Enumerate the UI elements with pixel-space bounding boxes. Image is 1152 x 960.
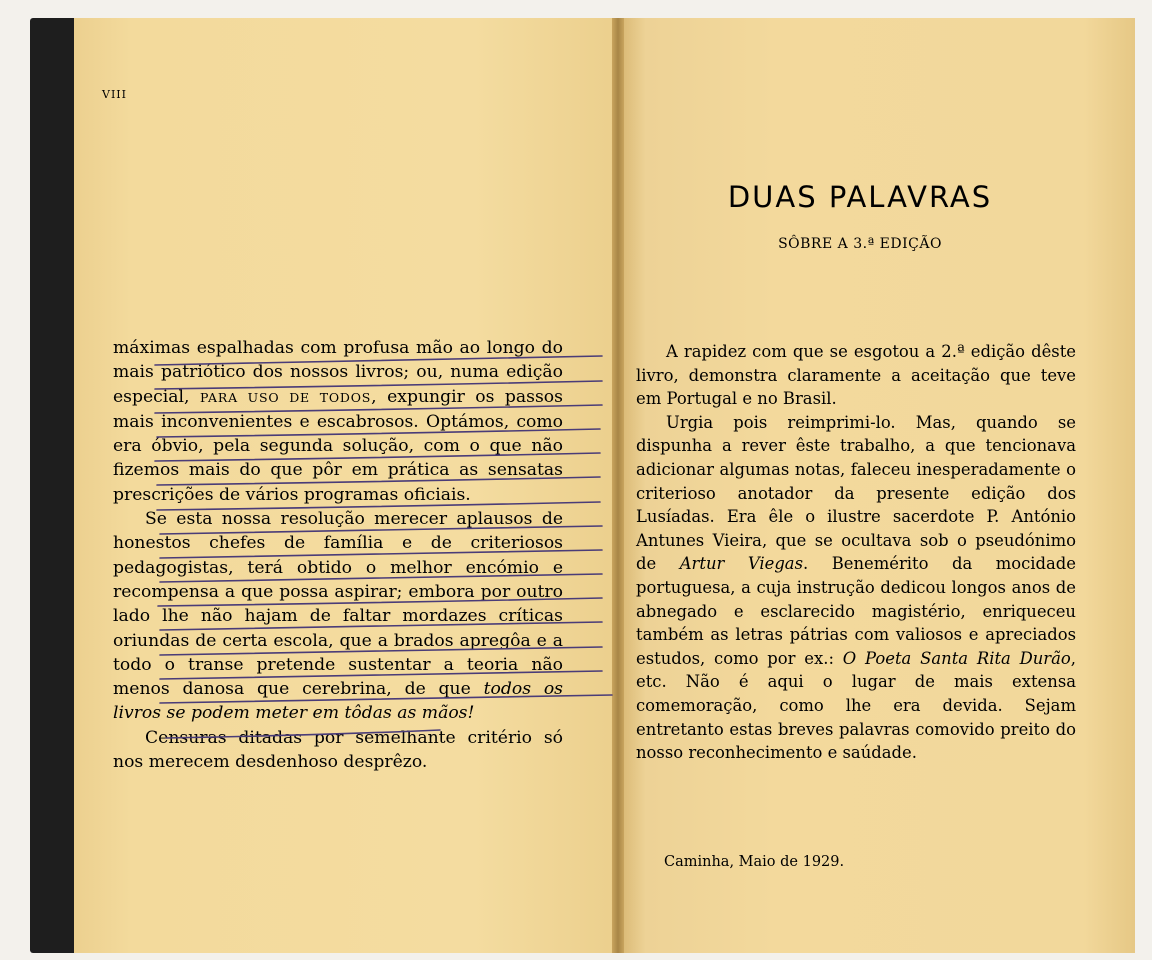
right-paragraph-1: A rapidez com que se esgotou a 2.ª edição dêste livro, demonstra claramente a aceitação que teve em Portugal e no Brasil.: [636, 342, 1076, 409]
place-date-signoff: Caminha, Maio de 1929.: [664, 854, 845, 870]
right-paragraph-2-text-b: . Benemérito da mocidade portuguesa, a cuja instrução dedicou longos anos de abnegado e esclarecido magistério, enriqueceu também as letras pátrias com valiosos e apreciados estudos, como por ex.:: [636, 554, 1077, 668]
left-paragraph-1: [113, 336, 563, 507]
right-paragraph-2-text-a: Urgia pois reimprimi-lo. Mas, quando se dispunha a rever êste trabalho, a que tencionava adicionar algumas notas, faleceu inesperadamente o criterioso anotador da presente edição dos Lusíadas. Era êle o ilustre sacerdote P. António Antunes Vieira, que se ocultava sob o pseudónimo de: [636, 412, 1076, 574]
chapter-title: DUAS PALAVRAS: [727, 180, 993, 214]
right-paragraph-2: [636, 411, 1076, 765]
pseudonym-italic: Artur Viegas: [679, 554, 803, 574]
book-gutter: [612, 18, 624, 953]
page-number: VIII: [102, 88, 127, 101]
chapter-subtitle: SÔBRE A 3.ª EDIÇÃO: [778, 236, 942, 252]
right-paragraph-2-text-c: , etc. Não é aqui o lugar de mais extensa comemoração, como lhe era devida. Sejam entretanto estas breves palavras comovido preito do nosso reconhecimento e saúdade.: [636, 648, 1076, 763]
left-paragraph-2-text-a: Se esta nossa resolução merecer aplausos de honestos chefes de família e de criteriosos pedagogistas, terá obtido o melhor encómio e recompensa a que possa aspirar; embora por outro lado lhe não hajam de faltar mordazes críticas oriundas de certa escola, que a brados apregôa e a todo o transe pretende sustentar a teoria não menos danosa que cerebrina, de que: [113, 509, 563, 700]
left-page-text: [113, 336, 563, 774]
left-paragraph-1-text-b: , expungir os passos mais inconvenientes e escabrosos. Optámos, como era óbvio, pela segunda solução, com o que não fizemos mais do que pôr em prática as sensatas prescrições de vários programas oficiais.: [113, 386, 563, 505]
left-paragraph-2: [113, 507, 563, 726]
left-paragraph-1-text-a: máximas espalhadas com profusa mão ao longo do mais patriótico dos nossos livros; ou, numa edição especial,: [113, 338, 563, 407]
left-paragraph-2-italic: todos os livros se podem meter em tôdas as mãos!: [113, 679, 564, 724]
right-page-text: [636, 340, 1076, 765]
left-paragraph-3: Censuras ditadas por semelhante critério só nos merecem desdenhoso desprêzo.: [113, 727, 563, 773]
small-caps-phrase: PARA USO DE TODOS: [199, 389, 372, 405]
work-title-italic: O Poeta Santa Rita Durão: [842, 648, 1071, 668]
